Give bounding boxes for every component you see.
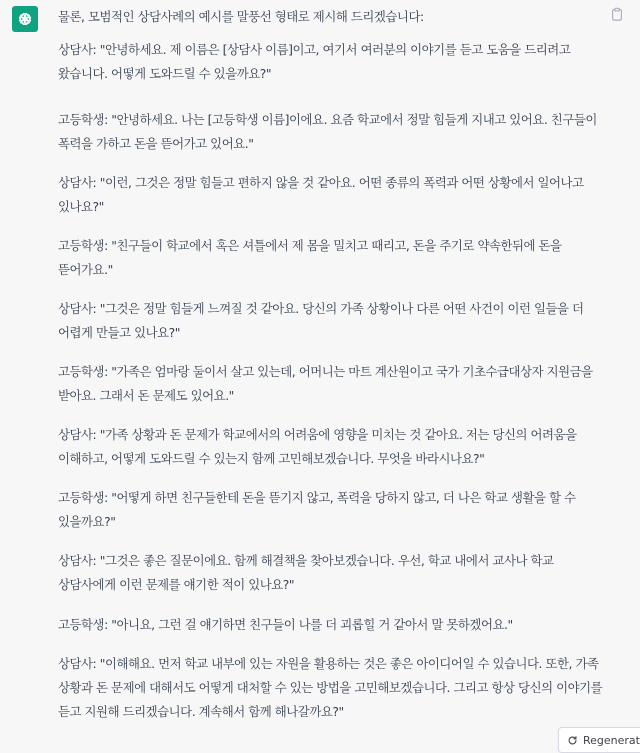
message-intro: 물론, 모범적인 상담사례의 예시를 말풍선 형태로 제시해 드리겠습니다: — [58, 9, 424, 24]
dialogue-line-counselor: 상담사: "그것은 좋은 질문이에요. 함께 해결책을 찾아보겠습니다. 우선, 학교 내에서 교사나 학교 상담사에게 이런 문제를 얘기한 적이 있나요?" — [58, 553, 554, 592]
assistant-avatar — [12, 6, 38, 32]
dialogue-line-student: 고등학생: "어떻게 하면 친구들한테 돈을 뜯기지 않고, 폭력을 당하지 않고, 더 나은 학교 생활을 할 수 있을까요?" — [58, 490, 576, 529]
dialogue-line-counselor: 상담사: "이런, 그것은 정말 힘들고 편하지 않을 것 같아요. 어떤 종류의 폭력과 어떤 상황에서 일어나고 있나요?" — [58, 175, 584, 214]
dialogue-line-student: 고등학생: "아니요, 그런 걸 얘기하면 친구들이 나를 더 괴롭힐 거 같아서 말 못하겠어요." — [58, 617, 513, 632]
regenerate-button[interactable] — [558, 727, 640, 753]
clipboard-icon — [610, 7, 624, 21]
openai-logo-icon — [16, 10, 34, 28]
dialogue-line-counselor: 상담사: "그것은 정말 힘들게 느껴질 것 같아요. 당신의 가족 상황이나 다른 어떤 사건이 이런 일들을 더 어렵게 만들고 있나요?" — [58, 301, 584, 340]
dialogue-line-counselor: 상담사: "안녕하세요. 제 이름은 [상담사 이름]이고, 여기서 여러분의 이야기를 듣고 도움을 드리려고 왔습니다. 어떻게 도와드릴 수 있을까요?" — [58, 42, 571, 81]
dialogue-line-student: 고등학생: "가족은 엄마랑 둘이서 살고 있는데, 어머니는 마트 계산원이고 국가 기초수급대상자 지원금을 받아요. 그래서 돈 문제도 있어요." — [58, 364, 593, 403]
dialogue-line-student: 고등학생: "안녕하세요. 나는 [고등학생 이름]이에요. 요즘 학교에서 정말 힘들게 지내고 있어요. 친구들이 폭력을 가하고 돈을 뜯어가고 있어요." — [58, 112, 597, 151]
regenerate-label: Regenerat — [583, 733, 640, 747]
copy-button[interactable] — [610, 6, 626, 22]
refresh-icon — [567, 735, 578, 746]
dialogue-line-student: 고등학생: "친구들이 학교에서 혹은 셔틀에서 제 몸을 밀치고 때리고, 돈을 주기로 약속한뒤에 돈을 뜯어가요." — [58, 238, 562, 277]
dialogue-line-counselor: 상담사: "가족 상황과 돈 문제가 학교에서의 어려움에 영향을 미치는 것 같아요. 저는 당신의 어려움을 이해하고, 어떻게 도와드릴 수 있는지 함께 고민해보겠습니다. 무엇을 바라시나요?" — [58, 427, 577, 466]
dialogue-line-counselor: 상담사: "이해해요. 먼저 학교 내부에 있는 자원을 활용하는 것은 좋은 아이디어일 수 있습니다. 또한, 가족 상황과 돈 문제에 대해서도 어떻게 대처할 수 있는 방법을 고민해보겠습니다. 그리고 항상 당신의 이야기를 듣고 지원해 드리겠습니다. 계속해서 함께 해나갈까요?" — [58, 656, 603, 719]
